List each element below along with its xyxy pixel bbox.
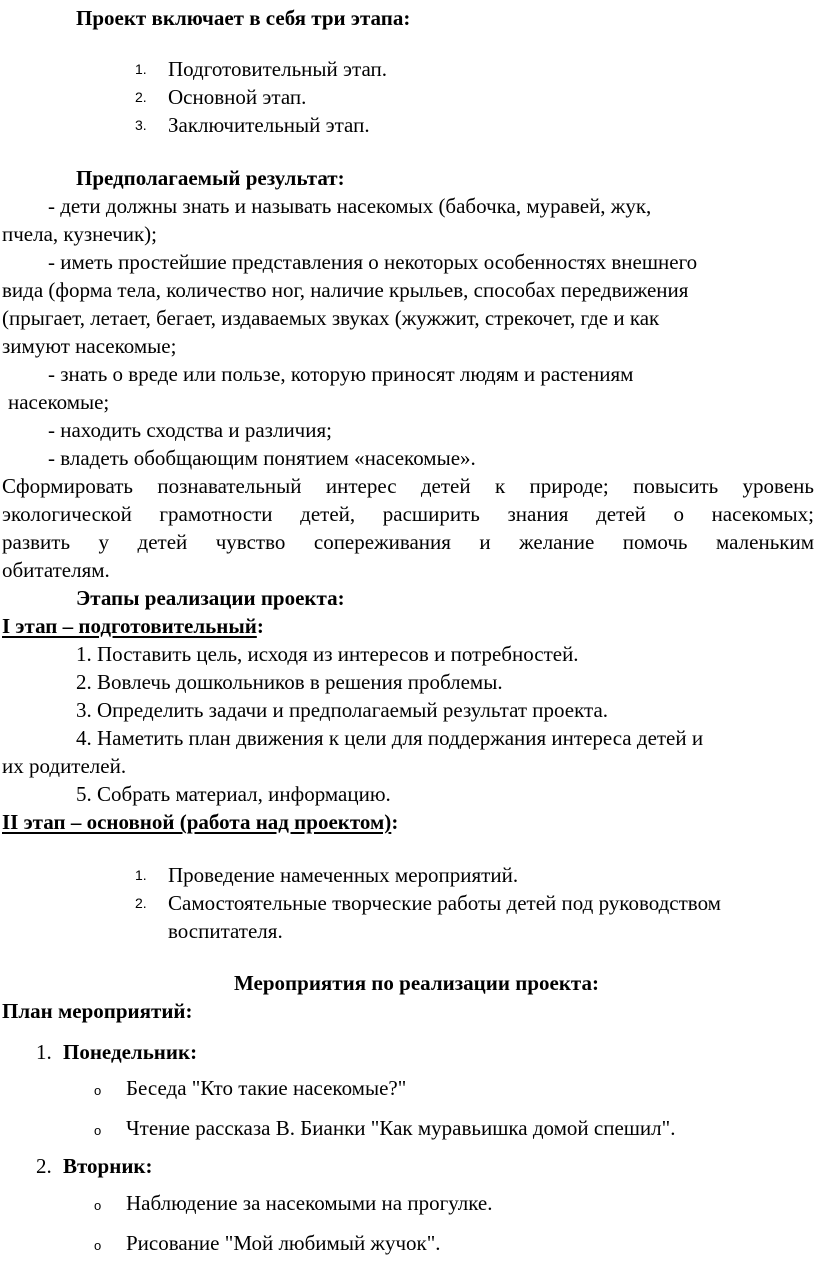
bullet-icon: o: [94, 1083, 102, 1098]
result-heading: Предполагаемый результат:: [76, 166, 345, 190]
stage2-item-2: Самостоятельные творческие работы детей под руководством: [168, 891, 721, 915]
stage1-step-4b: их родителей.: [2, 754, 127, 778]
stage2-title: II этап – основной (работа над проектом): [2, 810, 392, 834]
bullet-icon: o: [94, 1123, 102, 1138]
stage-item-1: Подготовительный этап.: [168, 57, 387, 81]
result-3b: насекомые;: [8, 390, 110, 414]
stage-item-2: Основной этап.: [168, 85, 307, 109]
stage-number-3: 3.: [135, 117, 147, 133]
result-2c: (прыгает, летает, бегает, издаваемых звуках (жужжит, стрекочет, где и как: [2, 306, 660, 330]
result-2a: - иметь простейшие представления о некоторых особенностях внешнего: [48, 250, 698, 274]
stage1-step-5: 5. Собрать материал, информацию.: [76, 782, 391, 806]
result-1a: - дети должны знать и называть насекомых (бабочка, муравей, жук,: [48, 194, 652, 218]
stage2-heading: [2, 808, 398, 836]
day-name-tuesday: Вторник:: [63, 1154, 153, 1178]
result-5: - владеть обобщающим понятием «насекомые».: [48, 446, 476, 470]
stage-item-3: Заключительный этап.: [168, 113, 370, 137]
stage1-step-4a: 4. Наметить план движения к цели для поддержания интереса детей и: [76, 726, 704, 750]
day-number-2: 2.: [36, 1154, 52, 1178]
day-name-monday: Понедельник:: [63, 1040, 198, 1064]
stages-heading: Проект включает в себя три этапа:: [76, 6, 411, 30]
result-2b: вида (форма тела, количество ног, наличие крыльев, способах передвижения: [2, 278, 689, 302]
result-4: - находить сходства и различия;: [48, 418, 332, 442]
goal-line-4: обитателям.: [2, 558, 110, 582]
stage-number-2: 2.: [135, 89, 147, 105]
stage1-step-1: 1. Поставить цель, исходя из интересов и потребностей.: [76, 642, 579, 666]
stage1-heading: [2, 612, 264, 640]
stage2-item-1: Проведение намеченных мероприятий.: [168, 863, 519, 887]
stage1-colon: :: [256, 614, 264, 638]
tuesday-item-2: Рисование "Мой любимый жучок".: [126, 1231, 441, 1255]
day-number-1: 1.: [36, 1040, 52, 1064]
result-3a: - знать о вреде или пользе, которую приносят людям и растениям: [48, 362, 634, 386]
stage1-title: I этап – подготовительный: [2, 614, 257, 638]
result-1b: пчела, кузнечик);: [2, 222, 157, 246]
stage-number-1: 1.: [135, 61, 147, 77]
monday-item-2: Чтение рассказа В. Бианки "Как муравьишка домой спешил".: [126, 1116, 676, 1140]
stage2-number-1: 1.: [135, 867, 147, 883]
events-heading: Мероприятия по реализации проекта:: [234, 971, 599, 995]
monday-item-1: Беседа "Кто такие насекомые?": [126, 1076, 407, 1100]
plan-heading: План мероприятий:: [2, 999, 193, 1023]
bullet-icon: o: [94, 1198, 102, 1213]
bullet-icon: o: [94, 1238, 102, 1253]
goal-line-1: Сформировать познавательный интерес детей к природе; повысить уровень: [2, 474, 814, 498]
stage1-step-2: 2. Вовлечь дошкольников в решения проблемы.: [76, 670, 503, 694]
goal-line-3: развить у детей чувство сопереживания и желание помочь маленьким: [2, 530, 814, 554]
stage1-step-3: 3. Определить задачи и предполагаемый результат проекта.: [76, 698, 609, 722]
result-2d: зимуют насекомые;: [2, 334, 177, 358]
stage2-colon: :: [391, 810, 399, 834]
tuesday-item-1: Наблюдение за насекомыми на прогулке.: [126, 1191, 493, 1215]
goal-line-2: экологической грамотности детей, расширить знания детей о насекомых;: [2, 502, 814, 526]
stage2-item-2-cont: воспитателя.: [168, 919, 283, 943]
stage2-number-2: 2.: [135, 895, 147, 911]
impl-heading: Этапы реализации проекта:: [76, 586, 345, 610]
